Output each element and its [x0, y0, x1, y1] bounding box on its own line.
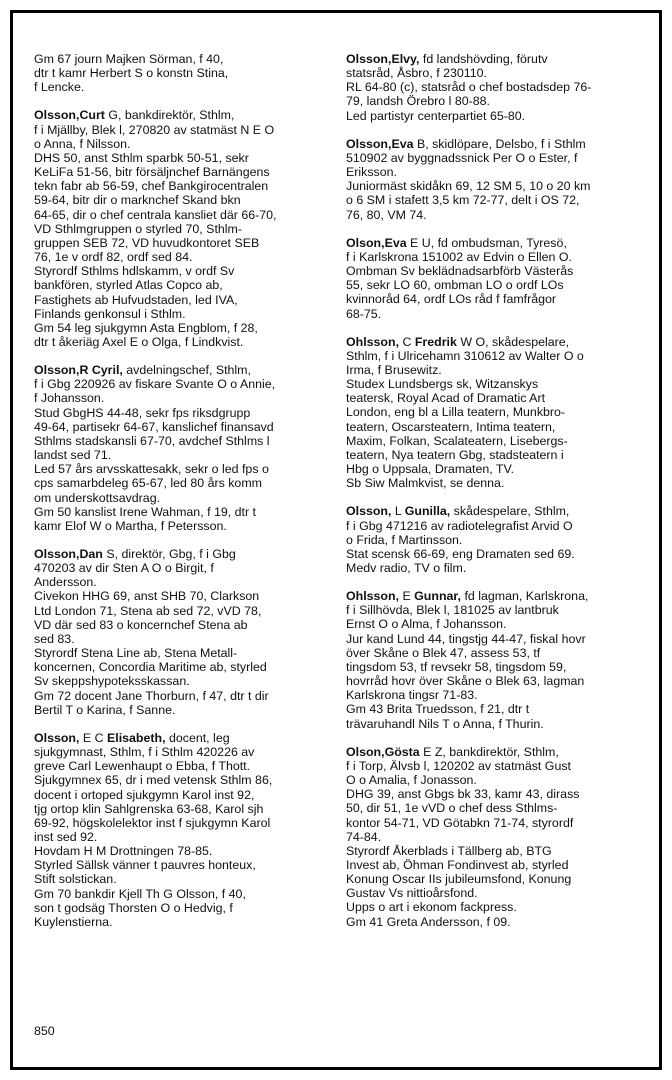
entry-line: DHS 50, anst Sthlm sparbk 50-51, sekr [34, 150, 249, 165]
entry-line: Invest ab, Öhman Fondinvest ab, styrled [346, 857, 569, 872]
entry-given-name: Fredrik [414, 334, 457, 349]
entry-line: VD Sthlmgruppen o styrled 70, Sthlm- [34, 221, 242, 236]
entry-line: Upps o art i ekonom fackpress. [346, 900, 517, 915]
biography-entry [34, 52, 326, 94]
entry-line: DHG 39, anst Gbgs bk 33, kamr 43, dirass [346, 787, 580, 802]
entry-heading [346, 504, 646, 518]
entry-heading-text: E Z, bankdirektör, Sthlm, [419, 744, 559, 759]
entry-line: Sthlm, f i Ulricehamn 310612 av Walter O o [346, 348, 584, 363]
entry-line: över Skåne o Blek 47, assess 53, tf [346, 645, 541, 660]
biography-entry [34, 363, 326, 533]
entry-given-name: Eva [384, 235, 407, 250]
entry-heading [34, 363, 326, 377]
entry-line: dtr t åkeriäg Axel E o Olga, f Lindkvist. [34, 334, 244, 349]
entry-line: f i Gbg 471216 av radiotelegrafist Arvid O [346, 518, 573, 533]
entry-line: cps samarbdeleg 65-67, led 80 års komm [34, 476, 262, 491]
entry-line: kontor 54-71, VD Götabkn 71-74, styrordf [346, 815, 574, 830]
entry-line: Gm 70 bankdir Kjell Th G Olsson, f 40, [34, 886, 246, 901]
entry-line: f i Karlskrona 151002 av Edvin o Ellen O. [346, 249, 572, 264]
entry-heading-text: S, direktör, Gbg, f i Gbg [102, 547, 236, 561]
entry-line: 76, 1e v ordf 82, ordf sed 84. [34, 250, 193, 265]
entry-initials: L [391, 504, 405, 519]
entry-line: kvinnoråd 64, ordf LOs råd f famfrågor [346, 292, 557, 307]
entry-surname: Olsson, [34, 363, 80, 378]
entry-given-name: Dan [79, 547, 103, 561]
biography-entry [346, 236, 646, 321]
entry-line: 79, landsh Örebro l 80-88. [346, 94, 490, 109]
entry-line: Medv radio, TV o film. [346, 561, 467, 575]
entry-line: Andersson. [34, 575, 97, 590]
entry-surname: Olsson, [34, 108, 80, 123]
entry-surname: Olsson, [346, 504, 392, 519]
entry-heading [346, 236, 646, 250]
entry-line: f i Mjällby, Blek l, 270820 av statmäst N E O [34, 122, 275, 137]
entry-initials: E [399, 589, 415, 604]
biography-entry [34, 108, 326, 349]
left-column [34, 52, 326, 943]
entry-line: KeLiFa 51-56, bitr försäljnchef Barnängens [34, 165, 270, 180]
entry-line: o Anna, f Nilsson. [34, 136, 131, 151]
entry-heading [346, 335, 646, 349]
entry-line: Sthlms stadskansli 67-70, avdchef Sthlms l [34, 433, 270, 448]
entry-line: tjg ortop klin Sahlgrenska 63-68, Karol sjh [34, 801, 264, 816]
entry-line: Sjukgymnex 65, dr i med vetensk Sthlm 86, [34, 773, 273, 788]
entry-line: tekn fabr ab 56-59, chef Bankgirocentralen [34, 179, 269, 194]
entry-heading [346, 589, 646, 603]
entry-line: 50, dir 51, 1e vVD o chef dess Sthlms- [346, 801, 558, 816]
entry-line: 470203 av dir Sten A O o Birgit, f [34, 561, 214, 576]
entry-line: sed 83. [34, 631, 75, 646]
entry-line: Gm 43 Brita Truedsson, f 21, dtr t [346, 702, 530, 717]
entry-given-name: Eva [391, 136, 414, 151]
entry-line: gruppen SEB 72, VD huvudkontoret SEB [34, 235, 260, 250]
entry-heading [346, 137, 646, 151]
entry-surname: Olsson, [346, 136, 392, 151]
entry-line: Studex Lundsbergs sk, Witzanskys [346, 377, 539, 392]
entry-line: o 6 SM i stafett 3,5 km 72-77, delt i OS 72, [346, 193, 580, 208]
biography-entry [346, 589, 646, 731]
entry-line: Stift solstickan. [34, 872, 117, 887]
entry-initials: E C [79, 730, 107, 745]
entry-line: Gm 50 kanslist Irene Wahman, f 19, dtr t [34, 504, 256, 519]
entry-line: Konung Oscar IIs jubileumsfond, Konung [346, 872, 572, 887]
entry-heading-text: W O, skådespelare, [456, 334, 570, 349]
entry-heading [34, 547, 326, 561]
entry-line: Fastighets ab Hufvudstaden, led IVA, [34, 292, 238, 307]
entry-line: Gm 41 Greta Andersson, f 09. [346, 914, 511, 929]
entry-line: 510902 av byggnadssnick Per O o Ester, f [346, 150, 578, 165]
entry-line: O o Amalia, f Jonasson. [346, 773, 477, 788]
entry-line: Led 57 års arvsskattesakk, sekr o led fps o [34, 462, 269, 477]
entry-heading-text: E U, fd ombudsman, Tyresö, [406, 235, 567, 250]
entry-heading-text: avdelningschef, Sthlm, [122, 363, 251, 378]
entry-line: Juniormäst skidåkn 69, 12 SM 5, 10 o 20 km [346, 179, 591, 194]
biography-entry [346, 745, 646, 929]
entry-line: Hbg o Uppsala, Dramaten, TV. [346, 462, 515, 477]
entry-given-name: Elvy, [391, 52, 420, 66]
entry-line: Ombman Sv beklädnadsarbförb Västerås [346, 264, 574, 279]
entry-given-name: Curt [79, 108, 105, 123]
entry-line: 74-84. [346, 829, 382, 844]
entry-line: inst sed 92. [34, 829, 98, 844]
entry-line: Styrordf Stena Line ab, Stena Metall- [34, 646, 238, 661]
biography-entry [34, 547, 326, 717]
entry-line: f i Sillhövda, Blek l, 181025 av lantbruk [346, 603, 559, 618]
entry-heading-text: skådespelare, Sthlm, [450, 504, 570, 519]
entry-heading [346, 745, 646, 759]
entry-line: greve Carl Lewenhaupt o Ebba, f Thott. [34, 759, 251, 774]
entry-line: son t godsäg Thorsten O o Hedvig, f [34, 900, 233, 915]
entry-heading-text: fd lagman, Karlskrona, [461, 589, 589, 604]
entry-line: Gm 72 docent Jane Thorburn, f 47, dtr t dir [34, 688, 269, 703]
entry-line: VD där sed 83 o koncernchef Stena ab [34, 617, 248, 632]
entry-line: docent i ortoped sjukgymn Karol inst 92, [34, 787, 255, 802]
page-number: 850 [34, 1024, 55, 1038]
biography-entry [346, 52, 646, 123]
entry-line: Sb Siw Malmkvist, se denna. [346, 476, 505, 491]
entry-line: Eriksson. [346, 165, 397, 180]
entry-surname: Olson, [346, 744, 385, 759]
entry-line: trävaruhandl Nils T o Anna, f Thurin. [346, 716, 544, 731]
entry-line: om underskottsavdrag. [34, 490, 161, 505]
entry-line: tingsdom 53, tf revsekr 58, tingsdom 59, [346, 659, 567, 674]
entry-line: bankfören, styrled Atlas Copco ab, [34, 278, 223, 293]
entry-surname: Olsson, [346, 52, 392, 66]
entry-line: Stat scensk 66-69, eng Dramaten sed 69. [346, 546, 575, 561]
entry-line: kamr Elof W o Martha, f Petersson. [34, 518, 227, 533]
entry-line: hovrråd hovr över Skåne o Blek 63, lagman [346, 674, 585, 689]
entry-given-name: Gunilla, [404, 504, 451, 519]
biography-entry [346, 335, 646, 491]
entry-surname: Ohlsson, [346, 589, 400, 604]
entry-line: 69-92, högskolelektor inst f sjukgymn Karol [34, 815, 271, 830]
entry-given-name: Gunnar, [414, 589, 461, 604]
entry-line: dtr t kamr Herbert S o konstn Stina, [34, 66, 229, 81]
entry-line: teatern, Oscarsteatern, Intima teatern, [346, 419, 556, 434]
entry-line: teatersk, Royal Acad of Dramatic Art [346, 391, 546, 406]
entry-line: Styrled Sällsk vänner t pauvres honteux, [34, 858, 256, 873]
entry-line: Bertil T o Karina, f Sanne. [34, 702, 176, 717]
entry-line: Gm 54 leg sjukgymn Asta Engblom, f 28, [34, 320, 258, 335]
entry-line: 55, sekr LO 60, ombman LO o ordf LOs [346, 278, 564, 293]
biography-entry [34, 731, 326, 929]
entry-surname: Olson, [346, 235, 385, 250]
entry-line: 64-65, dir o chef centrala kansliet där 66-70, [34, 207, 277, 222]
entry-line: Gm 67 journ Majken Sörman, f 40, [34, 52, 224, 66]
entry-heading [346, 52, 646, 66]
entry-given-name: Gösta [384, 744, 420, 759]
entry-given-name: Elisabeth, [107, 730, 166, 745]
entry-surname: Olsson, [34, 547, 80, 561]
entry-line: Kuylenstierna. [34, 914, 113, 929]
entry-line: Civekon HHG 69, anst SHB 70, Clarkson [34, 589, 260, 604]
entry-line: koncernen, Concordia Maritime ab, styrled [34, 660, 267, 675]
entry-heading-text: docent, leg [165, 730, 230, 745]
entry-line: RL 64-80 (c), statsråd o chef bostadsdep 76- [346, 80, 592, 95]
biography-entry [346, 504, 646, 575]
entry-heading-text: B, skidlöpare, Delsbo, f i Sthlm [413, 136, 586, 151]
entry-line: London, eng bl a Lilla teatern, Munkbro- [346, 405, 566, 420]
entry-line: Stud GbgHS 44-48, sekr fps riksdgrupp [34, 405, 251, 420]
entry-line: Led partistyr centerpartiet 65-80. [346, 108, 526, 123]
entry-line: landst sed 71. [34, 448, 112, 463]
entry-heading-text: fd landshövding, förutv [419, 52, 548, 66]
entry-line: Karlskrona tingsr 71-83. [346, 688, 478, 703]
entry-line: f Lencke. [34, 80, 85, 95]
entry-line: f Johansson. [34, 391, 105, 406]
entry-line: teatern, Nya teatern Gbg, stadsteatern i [346, 447, 564, 462]
entry-line: o Frida, f Martinsson. [346, 532, 463, 547]
entry-line: f i Gbg 220926 av fiskare Svante O o Annie, [34, 377, 276, 392]
entry-heading [34, 108, 326, 122]
entry-line: Gustav Vs nittioårsfond. [346, 886, 478, 901]
entry-heading-text: G, bankdirektör, Sthlm, [104, 108, 235, 123]
entry-line: Sv skeppshypoteksskassan. [34, 674, 190, 689]
entry-heading [34, 731, 326, 745]
entry-line: Ernst O o Alma, f Johansson. [346, 617, 507, 632]
right-column [346, 52, 646, 943]
entry-line: Ltd London 71, Stena ab sed 72, vVD 78, [34, 603, 262, 618]
entry-line: f i Torp, Älvsb l, 120202 av statmäst Gust [346, 758, 571, 773]
entry-line: Styrordf Åkerblads i Tällberg ab, BTG [346, 843, 552, 858]
entry-line: 59-64, bitr dir o marknchef Skand bkn [34, 193, 241, 208]
entry-line: Finlands genkonsul i Sthlm. [34, 306, 186, 321]
entry-line: 49-64, partisekr 64-67, kanslichef finansavd [34, 419, 274, 434]
entry-line: 76, 80, VM 74. [346, 207, 427, 222]
entry-line: Hovdam H M Drottningen 78-85. [34, 844, 213, 859]
entry-surname: Olsson, [34, 730, 80, 745]
entry-line: 68-75. [346, 306, 382, 321]
entry-line: Styrordf Sthlms hdlskamm, v ordf Sv [34, 264, 235, 279]
entry-initials: C [399, 334, 415, 349]
entry-line: sjukgymnast, Sthlm, f i Sthlm 420226 av [34, 745, 255, 760]
entry-line: Irma, f Brusewitz. [346, 362, 442, 377]
entry-surname: Ohlsson, [346, 334, 400, 349]
entry-line: statsråd, Åsbro, f 230110. [346, 66, 487, 81]
entry-line: Jur kand Lund 44, tingstjg 44-47, fiskal hovr [346, 631, 586, 646]
biography-entry [346, 137, 646, 222]
entry-line: Maxim, Folkan, Scalateatern, Lisebergs- [346, 433, 568, 448]
entry-given-name: R Cyril, [79, 363, 123, 378]
